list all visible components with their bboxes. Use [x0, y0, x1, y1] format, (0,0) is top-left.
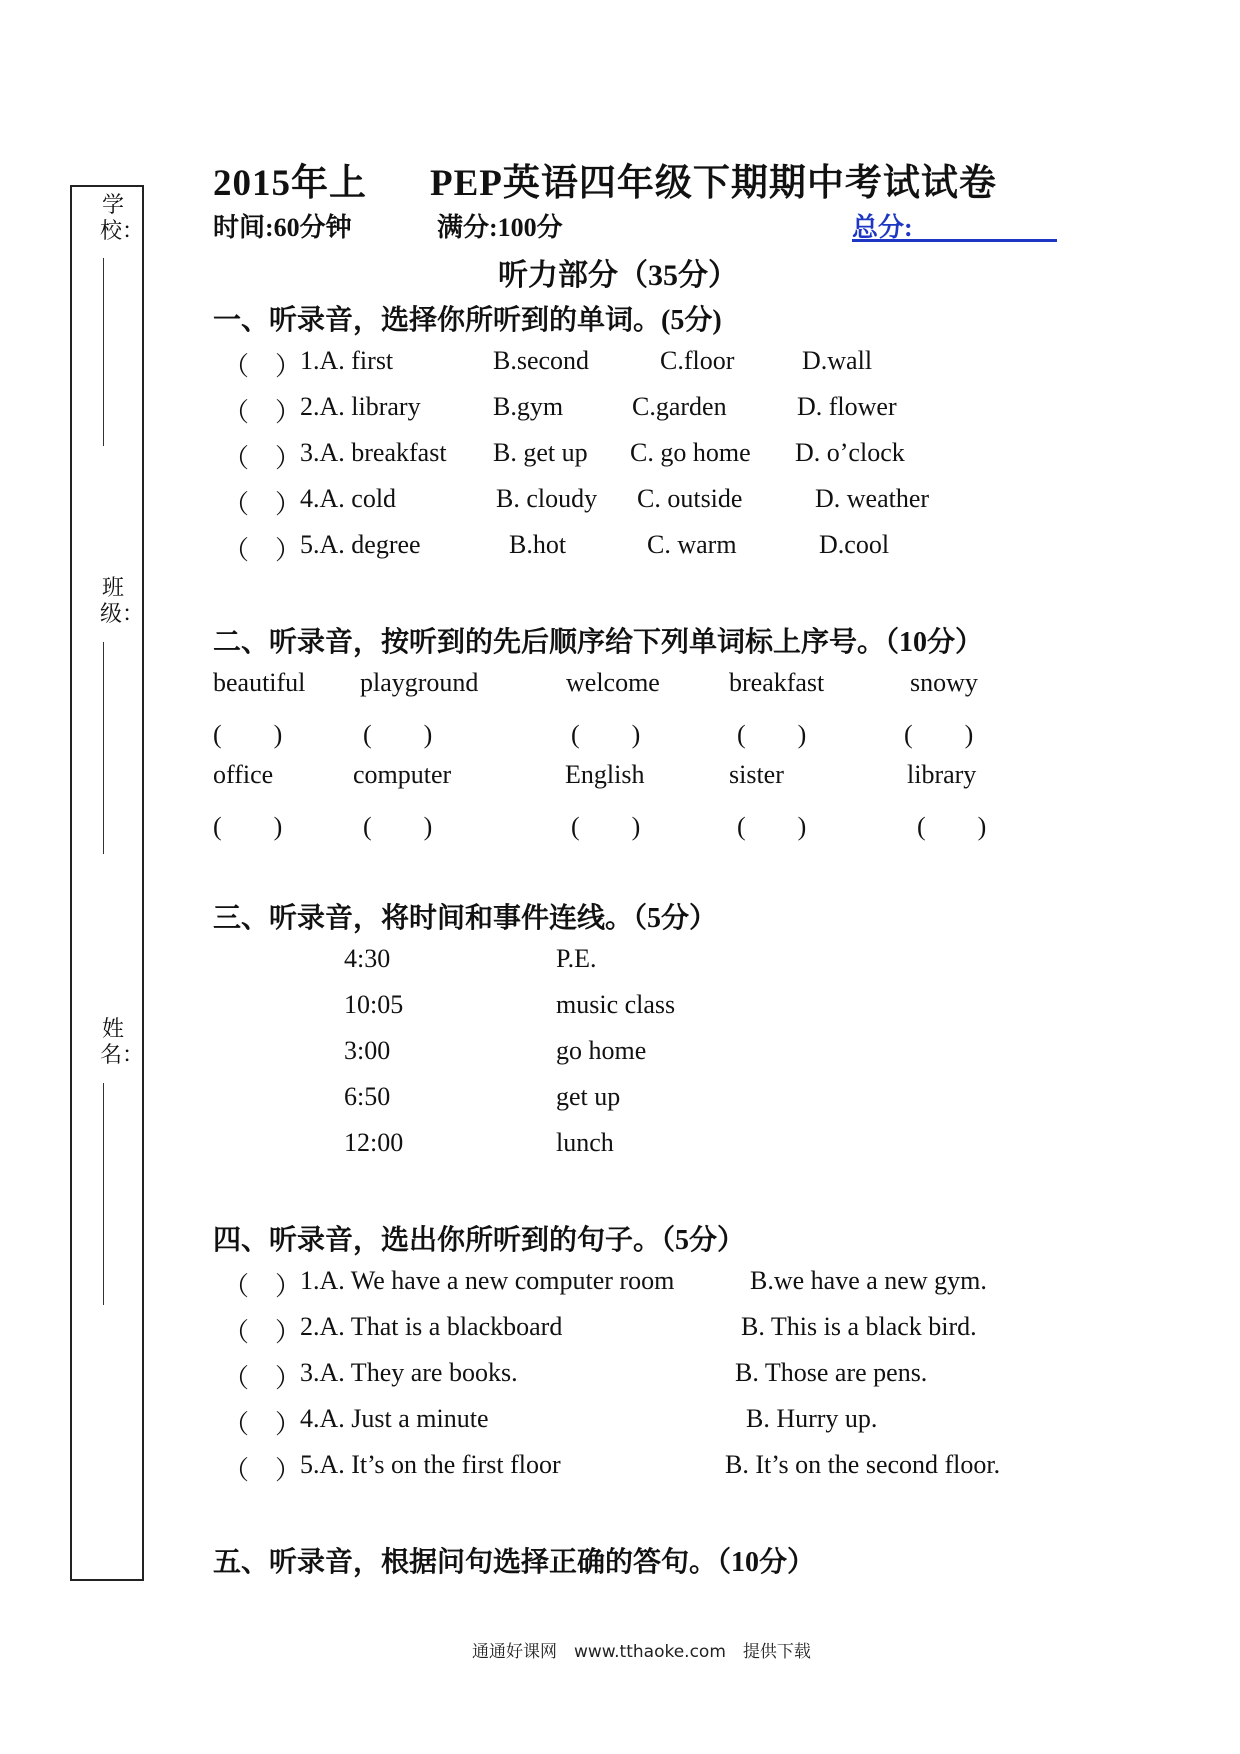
- exam-time: 时间:60分钟: [213, 213, 352, 242]
- order-blank[interactable]: ( ): [363, 720, 433, 749]
- section4-title: 四、听录音，选出你所听到的句子。（5分）: [213, 1225, 746, 1256]
- time-item[interactable]: 6:50: [344, 1082, 391, 1111]
- answer-paren[interactable]: （ ）: [223, 1456, 302, 1485]
- total-score-blank[interactable]: [852, 239, 1057, 242]
- option-a: 4.A. Just a minute: [300, 1404, 489, 1433]
- option-c: C.garden: [632, 392, 727, 421]
- word-item: welcome: [566, 668, 660, 697]
- footer-source: 通通好课网 www.tthaoke.com 提供下载: [472, 1642, 811, 1662]
- word-item: snowy: [910, 668, 978, 697]
- order-blank[interactable]: ( ): [571, 720, 641, 749]
- answer-paren[interactable]: （ ）: [223, 352, 302, 381]
- time-item[interactable]: 12:00: [344, 1128, 404, 1157]
- answer-paren[interactable]: （ ）: [223, 1318, 302, 1347]
- option-b: B.second: [493, 346, 590, 375]
- event-item[interactable]: go home: [556, 1036, 647, 1065]
- school-label: 学校：: [100, 193, 145, 244]
- option-b: B.gym: [493, 392, 564, 421]
- option-b: B. It’s on the second floor.: [725, 1450, 1001, 1479]
- option-b: B. Those are pens.: [735, 1358, 928, 1387]
- word-item: library: [907, 760, 977, 789]
- option-c: C. outside: [637, 484, 743, 513]
- exam-title: PEP英语四年级下期期中考试试卷: [430, 163, 997, 204]
- name-label: 姓名：: [100, 1017, 145, 1068]
- word-item: English: [565, 760, 645, 789]
- answer-paren[interactable]: （ ）: [223, 490, 302, 519]
- full-score: 满分:100分: [437, 213, 563, 242]
- option-c: C. go home: [630, 438, 751, 467]
- answer-paren[interactable]: （ ）: [223, 1272, 302, 1301]
- word-item: beautiful: [213, 668, 306, 697]
- word-item: breakfast: [729, 668, 825, 697]
- time-item[interactable]: 10:05: [344, 990, 404, 1019]
- order-blank[interactable]: ( ): [213, 720, 283, 749]
- section1-title: 一、听录音，选择你所听到的单词。(5分): [213, 305, 722, 336]
- option-b: B. This is a black bird.: [741, 1312, 977, 1341]
- word-item: office: [213, 760, 274, 789]
- option-b: B. Hurry up.: [746, 1404, 878, 1433]
- order-blank[interactable]: ( ): [737, 812, 807, 841]
- option-c: C.floor: [660, 346, 735, 375]
- option-d: D.cool: [819, 530, 890, 559]
- option-d: D. o’clock: [795, 438, 905, 467]
- option-d: D. weather: [815, 484, 930, 513]
- class-blank[interactable]: [103, 642, 104, 854]
- event-item[interactable]: P.E.: [556, 944, 597, 973]
- option-b: B. get up: [493, 438, 588, 467]
- event-item[interactable]: music class: [556, 990, 676, 1019]
- class-label: 班级：: [100, 576, 145, 627]
- word-item: computer: [353, 760, 452, 789]
- option-a: 5.A. degree: [300, 530, 421, 559]
- answer-paren[interactable]: （ ）: [223, 536, 302, 565]
- event-item[interactable]: lunch: [556, 1128, 614, 1157]
- word-item: playground: [360, 668, 479, 697]
- answer-paren[interactable]: （ ）: [223, 1364, 302, 1393]
- option-a: 1.A. first: [300, 346, 394, 375]
- order-blank[interactable]: ( ): [363, 812, 433, 841]
- option-d: D. flower: [797, 392, 897, 421]
- total-score-label: 总分:: [852, 213, 913, 242]
- section3-title: 三、听录音，将时间和事件连线。（5分）: [213, 903, 718, 934]
- option-a: 4.A. cold: [300, 484, 397, 513]
- time-item[interactable]: 4:30: [344, 944, 391, 973]
- section5-title: 五、听录音，根据问句选择正确的答句。（10分）: [213, 1547, 816, 1578]
- answer-paren[interactable]: （ ）: [223, 1410, 302, 1439]
- name-blank[interactable]: [103, 1083, 104, 1305]
- school-blank[interactable]: [103, 258, 104, 446]
- option-b: B.hot: [509, 530, 567, 559]
- answer-paren[interactable]: （ ）: [223, 444, 302, 473]
- option-a: 1.A. We have a new computer room: [300, 1266, 675, 1295]
- time-item[interactable]: 3:00: [344, 1036, 391, 1065]
- order-blank[interactable]: ( ): [571, 812, 641, 841]
- option-d: D.wall: [802, 346, 873, 375]
- section2-title: 二、听录音，按听到的先后顺序给下列单词标上序号。（10分）: [213, 627, 984, 658]
- order-blank[interactable]: ( ): [737, 720, 807, 749]
- option-b: B. cloudy: [496, 484, 598, 513]
- option-a: 2.A. That is a blackboard: [300, 1312, 563, 1341]
- option-c: C. warm: [647, 530, 737, 559]
- option-b: B.we have a new gym.: [750, 1266, 987, 1295]
- option-a: 2.A. library: [300, 392, 421, 421]
- part-title: 听力部分（35分）: [498, 259, 738, 292]
- word-item: sister: [729, 760, 784, 789]
- event-item[interactable]: get up: [556, 1082, 621, 1111]
- order-blank[interactable]: ( ): [917, 812, 987, 841]
- binding-margin: [70, 185, 144, 1581]
- answer-paren[interactable]: （ ）: [223, 398, 302, 427]
- order-blank[interactable]: ( ): [213, 812, 283, 841]
- option-a: 3.A. They are books.: [300, 1358, 518, 1387]
- exam-year: 2015年上: [213, 163, 367, 204]
- option-a: 3.A. breakfast: [300, 438, 447, 467]
- order-blank[interactable]: ( ): [904, 720, 974, 749]
- option-a: 5.A. It’s on the first floor: [300, 1450, 561, 1479]
